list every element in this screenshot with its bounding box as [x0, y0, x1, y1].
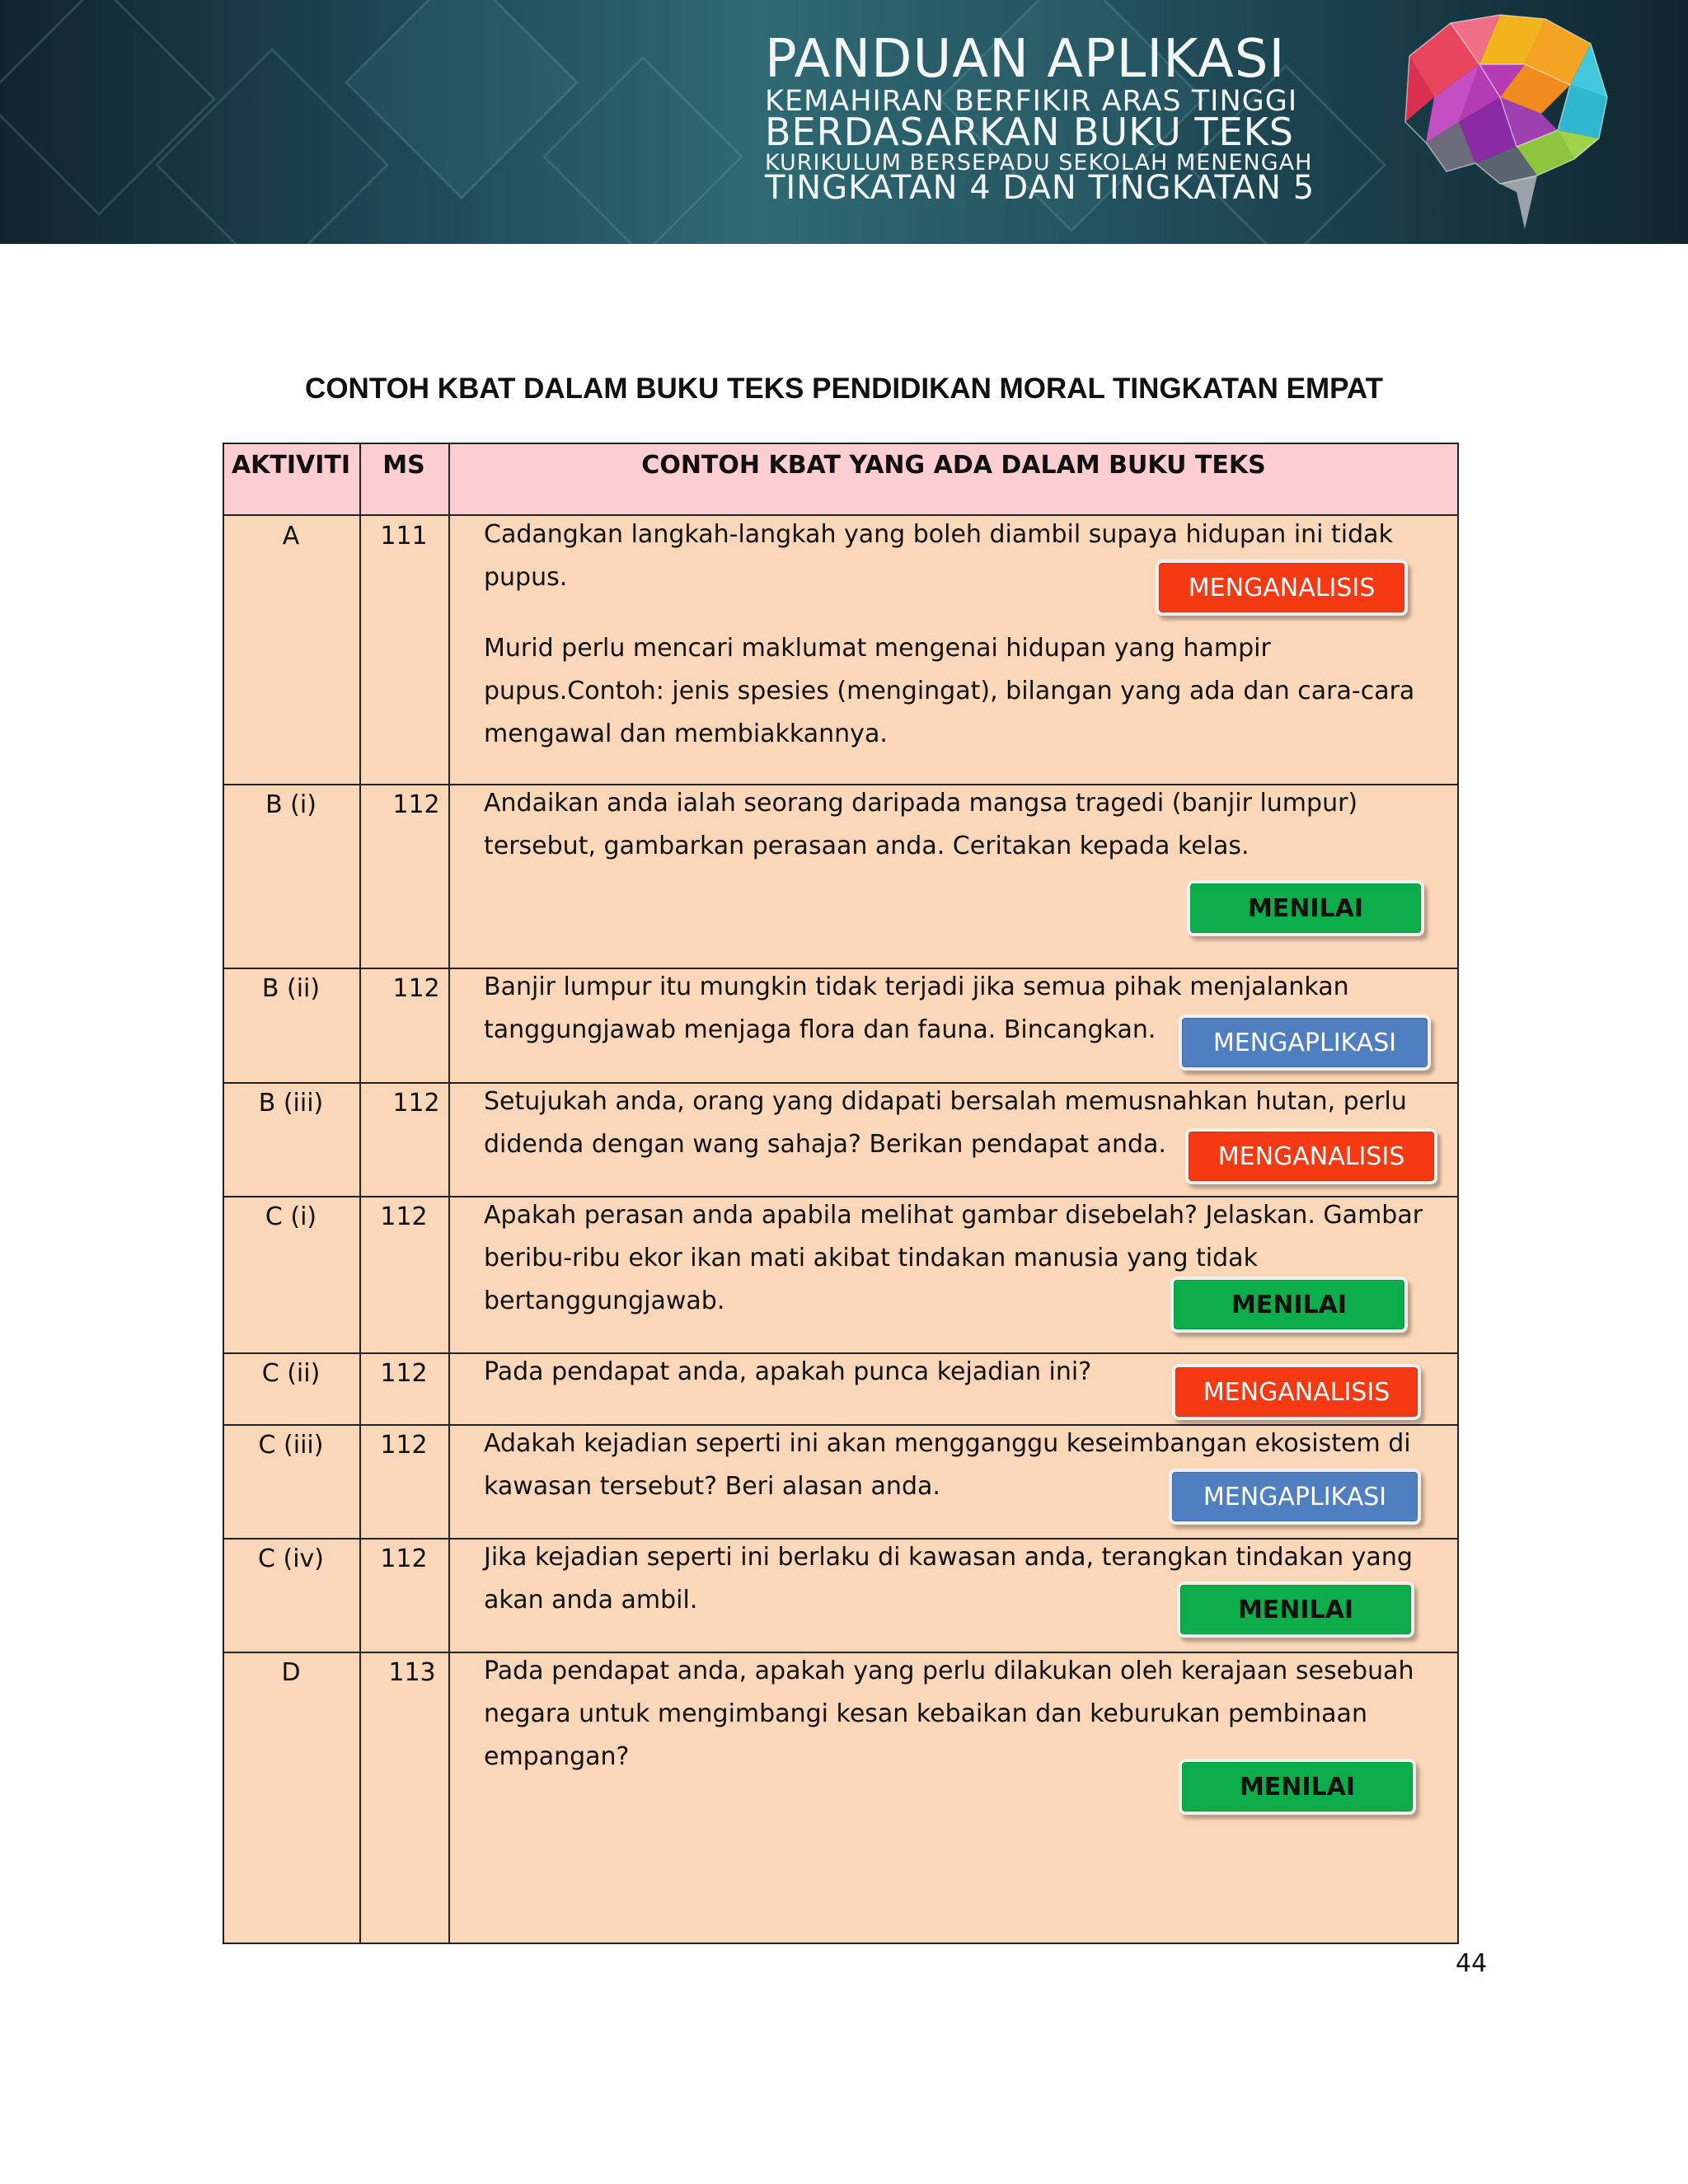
row-page: 112 [380, 1544, 428, 1573]
row-activity: B (ii) [261, 974, 321, 1003]
row-question: Banjir lumpur itu mungkin tidak terjadi jika semua pihak menjalankan tanggungjawab menjaga flora dan fauna. Bincangkan. [484, 972, 1349, 1044]
row-activity: C (i) [265, 1202, 317, 1231]
header-banner [0, 0, 1688, 244]
mengaplikasi-badge: MENGAPLIKASI [1169, 1469, 1421, 1525]
banner-subtitle-2: BERDASARKAN BUKU TEKS [765, 110, 1294, 154]
menilai-badge: MENILAI [1179, 1759, 1416, 1815]
kbat-table [223, 443, 1459, 1944]
row-activity: C (iii) [258, 1431, 324, 1460]
row-question: Adakah kejadian seperti ini akan mengganggu keseimbangan ekosistem di kawasan tersebut? Beri alasan anda. [484, 1429, 1411, 1501]
banner-subtitle-4: TINGKATAN 4 DAN TINGKATAN 5 [765, 169, 1315, 207]
row-page: 112 [392, 1089, 440, 1118]
row-question: Andaikan anda ialah seorang daripada mangsa tragedi (banjir lumpur) tersebut, gambarkan perasaan anda. Ceritakan kepada kelas. [484, 789, 1358, 860]
row-note: Murid perlu mencari maklumat mengenai hidupan yang hampir pupus.Contoh: jenis spesies (mengingat), bilangan yang ada dan cara-cara mengawal dan membiakkannya. [484, 634, 1415, 748]
row-activity: B (i) [265, 790, 316, 819]
row-activity: A [282, 522, 300, 551]
row-activity: D [281, 1658, 301, 1687]
row-question: Pada pendapat anda, apakah yang perlu dilakukan oleh kerajaan sesebuah negara untuk mengimbangi kesan kebaikan dan keburukan pembinaan empangan? [484, 1657, 1414, 1771]
row-page: 111 [380, 522, 428, 551]
banner-subtitle-1: KEMAHIRAN BERFIKIR ARAS TINGGI [765, 85, 1298, 118]
banner-subtitle-3: KURIKULUM BERSEPADU SEKOLAH MENENGAH [765, 150, 1313, 176]
row-page: 112 [380, 1431, 428, 1460]
menganalisis-badge: MENGANALISIS [1172, 1364, 1421, 1420]
row-activity: C (ii) [261, 1359, 321, 1388]
banner-title: PANDUAN APLIKASI [765, 29, 1286, 90]
row-question: Jika kejadian seperti ini berlaku di kawasan anda, terangkan tindakan yang akan anda ambil. [484, 1543, 1413, 1615]
row-question: Setujukah anda, orang yang didapati bersalah memusnahkan hutan, perlu didenda dengan wang sahaja? Berikan pendapat anda. [484, 1087, 1407, 1159]
menilai-badge: MENILAI [1177, 1582, 1414, 1638]
header-example: CONTOH KBAT YANG ADA DALAM BUKU TEKS [641, 451, 1266, 480]
menganalisis-badge: MENGANALISIS [1185, 1128, 1437, 1184]
row-page: 112 [380, 1359, 428, 1388]
row-page: 112 [380, 1202, 428, 1231]
mengaplikasi-badge: MENGAPLIKASI [1179, 1015, 1431, 1071]
menilai-badge: MENILAI [1187, 880, 1424, 936]
header-activity: AKTIVITI [231, 451, 351, 480]
row-question: Cadangkan langkah-langkah yang boleh diambil supaya hidupan ini tidak pupus. [484, 520, 1393, 592]
menganalisis-badge: MENGANALISIS [1156, 560, 1408, 616]
page-title: CONTOH KBAT DALAM BUKU TEKS PENDIDIKAN MORAL TINGKATAN EMPAT [305, 373, 1383, 405]
row-page: 112 [392, 974, 440, 1003]
row-page: 113 [388, 1658, 436, 1687]
row-activity: C (iv) [258, 1544, 324, 1573]
row-question: Apakah perasan anda apabila melihat gambar disebelah? Jelaskan. Gambar beribu-ribu ekor ikan mati akibat tindakan manusia yang tidak bertanggungjawab. [484, 1201, 1423, 1315]
row-activity: B (iii) [258, 1089, 324, 1118]
row-question: Pada pendapat anda, apakah punca kejadian ini? [484, 1357, 1092, 1386]
row-page: 112 [392, 790, 440, 819]
header-ms: MS [382, 451, 425, 480]
page-number: 44 [1456, 1949, 1488, 1978]
brain-logo-icon [1401, 7, 1615, 237]
menilai-badge: MENILAI [1170, 1277, 1408, 1333]
